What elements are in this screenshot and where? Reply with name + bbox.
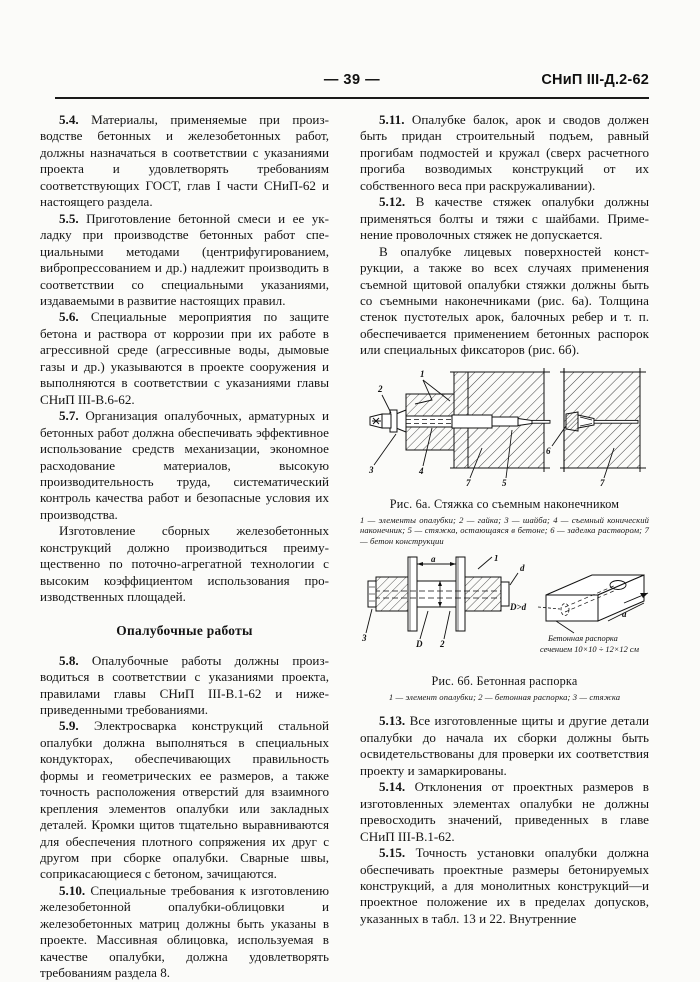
figure-6a-legend: 1 — элементы опалубки; 2 — гайка; 3 — шайба; 4 — съемный конический наконечник; 5 — стяжка, остающаяся в бетоне; 6 — заделка раствором; 7 — бетон конструкции xyxy=(360,514,649,546)
document-code: СНиП III-Д.2-62 xyxy=(541,72,649,88)
paragraph-5-7 xyxy=(40,408,329,523)
paragraph-unnumbered-ties xyxy=(360,244,649,359)
figure-6b xyxy=(360,555,649,702)
figure-6a-callout-7b: 7 xyxy=(600,477,605,488)
paragraph-5-5 xyxy=(40,211,329,310)
figure-6b-dim-d: d xyxy=(520,563,525,574)
paragraph-number: 5.13. xyxy=(379,713,406,729)
paragraph-number: 5.9. xyxy=(59,718,79,734)
figure-6b-callout-2: 2 xyxy=(440,639,445,650)
figure-6b-annotation-line1: Бетонная распорка xyxy=(548,634,618,644)
section-heading-formwork: Опалубочные работы xyxy=(116,622,253,638)
paragraph-text: Организация опалубочных, арматурных и бетонных работ должна обеспечивать эффективное использование средств механизации, экономное расходование материалов, высокую производительность труда, систематический контроль качества работ и безопасные условия их производства. xyxy=(40,408,329,522)
paragraph-5-13 xyxy=(360,713,649,779)
paragraph-5-4 xyxy=(40,112,329,211)
figure-6a-callout-6: 6 xyxy=(546,445,551,456)
figure-6b-drawing xyxy=(360,555,649,667)
running-head xyxy=(55,72,649,94)
figure-6a-callout-3: 3 xyxy=(369,464,374,475)
paragraph-text: Материалы, применяемые при производстве бетонных и железобетонных работ, должны назначаться в соответствии с указаниями проекта и удовлетворять требованиям соответствующих ГОСТ, глав I части СНиП-62 и настоящего раздела. xyxy=(40,112,329,210)
figure-6a-caption: Рис. 6а. Стяжка со съемным наконечником xyxy=(389,496,620,511)
figure-6a-callout-1: 1 xyxy=(420,368,425,379)
paragraph-5-9 xyxy=(40,718,329,883)
paragraph-number: 5.5. xyxy=(59,210,79,226)
paragraph-5-8 xyxy=(40,653,329,719)
right-column xyxy=(360,112,649,927)
figure-6b-dim-D-gt-d: D>d xyxy=(510,602,527,613)
paragraph-text: Опалубке балок, арок и сводов должен быть придан строительный подъем, равный прогибам подмостей и кружал (сверх расчетного прогиба возводимых конструкций от их собственного веса при раскружаливании). xyxy=(360,112,649,193)
paragraph-text: Изготовление сборных железобетонных конструкций должно производиться преимущественно по поточно-агрегатной технологии с высоким коэффициентом использования производственных площадей. xyxy=(40,523,329,605)
figure-6a-callout-2: 2 xyxy=(378,383,383,394)
paragraph-number: 5.4. xyxy=(59,112,79,127)
figure-6a-drawing xyxy=(360,368,649,490)
figure-6b-dim-a: a xyxy=(431,555,436,565)
header-rule xyxy=(55,97,649,99)
figure-6a-callout-5: 5 xyxy=(502,477,507,488)
figure-6a-callout-7: 7 xyxy=(466,477,471,488)
paragraph-text: В опалубке лицевых поверхностей конструкции, а также во всех случаях применения съемной щитовой опалубки стяжки должны быть со съемными наконечниками (рис. 6а). Толщина стенок пустотелых арок, балочных ребер и т. п. обеспечивается применением бетонных распорок или специальных фиксаторов (рис. 6б). xyxy=(360,243,649,358)
figure-6a-callout-4: 4 xyxy=(419,465,424,476)
paragraph-text: Специальные мероприятия по защите бетона и раствора от коррозии при их работе в агрессивной среде (агрессивные воды, дымовые газы и др.) указываются в проекте сооружения и выполняются в соответствии с указаниями главы СНиП III-В.6-62. xyxy=(40,309,329,407)
paragraph-text: В качестве стяжек опалубки должны применяться болты и тяжи с шайбами. Применение проволочных стяжек не допускается. xyxy=(360,194,649,243)
paragraph-5-15 xyxy=(360,845,649,927)
paragraph-number: 5.11. xyxy=(379,112,405,127)
paragraph-text: Отклонения от проектных размеров в изготовленных элементах опалубки не должны превосходить значений, приведенных в главе СНиП III-В.1-62. xyxy=(360,779,649,844)
paragraph-text: Опалубочные работы должны производиться в соответствии с указаниями проекта, правилами главы СНиП III-В.1-62 и нижеприведенными требованиями. xyxy=(40,652,329,717)
paragraph-text: Все изготовленные щиты и другие детали опалубки до начала их сборки должны быть освидетельствованы для проверки их соответствия проекту и замаркированы. xyxy=(360,713,649,778)
paragraph-number: 5.15. xyxy=(379,845,406,861)
paragraph-text: Электросварка конструкций стальной опалубки должна выполняться в специальных кондукторах, обеспечивающих правильность формы и геометрических ее размеров, а также точность расположения отверстий для взаимного крепления элементов опалубки или закладных деталей. Кромки щитов тщательно выравниваются для обеспечения плотного сопряжения их друг с другом при сборке опалубки. Сварные швы, соприкасающиеся с бетоном, зачищаются. xyxy=(40,718,329,882)
paragraph-number: 5.14. xyxy=(379,779,406,795)
paragraph-5-6 xyxy=(40,309,329,408)
paragraph-text: Приготовление бетонной смеси и ее укладку при производстве бетонных работ специальными методами (центрифугированием, вибропрессованием и др.) надлежит производить в соответствии со специальными указаниями, издаваемыми в развитие настоящих правил. xyxy=(40,210,329,308)
paragraph-5-11 xyxy=(360,112,649,194)
paragraph-number: 5.12. xyxy=(379,194,406,210)
figure-6b-iso-dim-a: a xyxy=(622,609,627,620)
paragraph-text: Специальные требования к изготовлению железобетонной опалубки-облицовки и железобетонных матриц должны быть указаны в проекте. Массивная облицовка, используемая в качестве опалубки, должна удовлетворять требованиям раздела 8. xyxy=(40,882,329,981)
figure-6b-callout-3: 3 xyxy=(362,633,367,644)
figure-6b-caption: Рис. 6б. Бетонная распорка xyxy=(431,674,578,689)
figure-6a xyxy=(360,368,649,546)
paragraph-number: 5.6. xyxy=(59,309,79,325)
figure-6b-legend: 1 — элемент опалубки; 2 — бетонная распорка; 3 — стяжка xyxy=(388,692,621,703)
figure-6b-annotation-line2: сечением 10×10 ÷ 12×12 см xyxy=(540,645,639,655)
figure-6b-callout-1: 1 xyxy=(494,555,499,564)
paragraph-5-12 xyxy=(360,194,649,243)
left-column xyxy=(40,112,329,982)
paragraph-unnumbered-precast xyxy=(40,523,329,605)
paragraph-5-10 xyxy=(40,883,329,982)
paragraph-number: 5.10. xyxy=(59,882,86,898)
paragraph-text: Точность установки опалубки должна обеспечивать проектные размеры бетонируемых конструкций, а для монолитных конструкций—и проектное положение их в пределах допусков, указанных в табл. 13 и 22. Внутренние xyxy=(360,845,649,926)
page-folio: — 39 — xyxy=(323,72,381,88)
paragraph-5-14 xyxy=(360,779,649,845)
figure-6b-dim-D: D xyxy=(416,639,423,650)
paragraph-number: 5.7. xyxy=(59,408,79,424)
paragraph-number: 5.8. xyxy=(59,652,79,668)
